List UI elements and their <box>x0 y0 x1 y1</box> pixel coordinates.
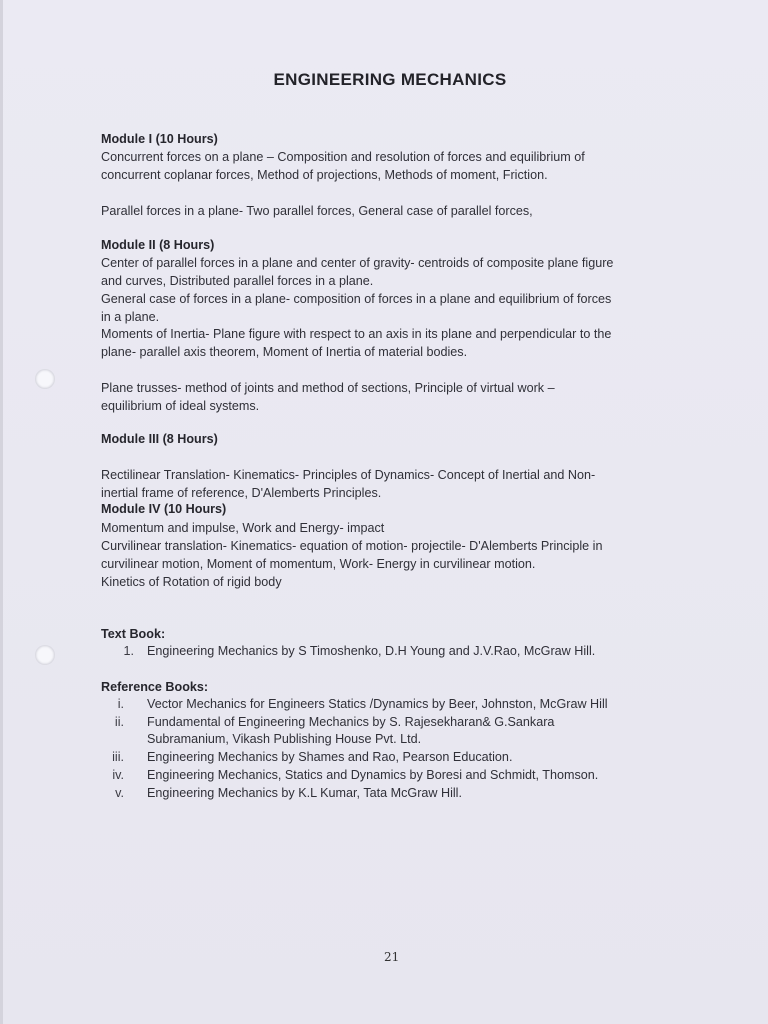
reference-item-continuation: Subramanium, Vikash Publishing House Pvt. Ltd. <box>147 732 422 746</box>
page-title: ENGINEERING MECHANICS <box>273 70 507 89</box>
reference-item: Fundamental of Engineering Mechanics by S. Rajesekharan& G.Sankara <box>147 715 555 729</box>
punch-hole-top <box>35 369 55 389</box>
module-1-line-2: concurrent coplanar forces, Method of projections, Methods of moment, Friction. <box>101 168 548 182</box>
module-2-line-6: plane- parallel axis theorem, Moment of Inertia of material bodies. <box>101 345 468 359</box>
page-number: 21 <box>384 950 400 964</box>
module-2-line-3: General case of forces in a plane- composition of forces in a plane and equilibrium of forces <box>101 292 612 306</box>
reference-item: Engineering Mechanics, Statics and Dynamics by Boresi and Schmidt, Thomson. <box>147 768 599 782</box>
module-1-line-1: Concurrent forces on a plane – Composition and resolution of forces and equilibrium of <box>101 150 585 164</box>
page-edge <box>0 0 3 1024</box>
reference-item: Engineering Mechanics by Shames and Rao, Pearson Education. <box>147 750 513 764</box>
module-2-line-5: Moments of Inertia- Plane figure with respect to an axis in its plane and perpendicular to the <box>101 327 612 341</box>
module-2-line-4: in a plane. <box>101 310 160 324</box>
module-1-heading: Module I (10 Hours) <box>101 132 218 146</box>
module-2-heading: Module II (8 Hours) <box>101 238 215 252</box>
module-4-line-2: Curvilinear translation- Kinematics- equation of motion- projectile- D'Alemberts Principle in <box>101 539 603 553</box>
module-4-line-4: Kinetics of Rotation of rigid body <box>101 575 282 589</box>
textbook-item-number: 1. <box>123 644 134 658</box>
module-1-paragraph-2: Parallel forces in a plane- Two parallel forces, General case of parallel forces, <box>101 204 533 218</box>
textbook-heading: Text Book: <box>101 627 166 641</box>
reference-item-number: iii. <box>112 750 124 764</box>
textbook-item: Engineering Mechanics by S Timoshenko, D.H Young and J.V.Rao, McGraw Hill. <box>147 644 596 658</box>
module-2-line-8: equilibrium of ideal systems. <box>101 399 260 413</box>
reference-item-number: iv. <box>112 768 124 782</box>
module-3-line-1: Rectilinear Translation- Kinematics- Principles of Dynamics- Concept of Inertial and Non- <box>101 468 596 482</box>
module-2-line-2: and curves, Distributed parallel forces in a plane. <box>101 274 374 288</box>
reference-item-number: ii. <box>114 715 124 729</box>
reference-item: Engineering Mechanics by K.L Kumar, Tata McGraw Hill. <box>147 786 462 800</box>
module-2-line-1: Center of parallel forces in a plane and center of gravity- centroids of composite plane figure <box>101 256 614 270</box>
module-3-heading: Module III (8 Hours) <box>101 432 218 446</box>
reference-item-number: v. <box>115 786 124 800</box>
punch-hole-bottom <box>35 645 55 665</box>
module-2-line-7: Plane trusses- method of joints and method of sections, Principle of virtual work – <box>101 381 555 395</box>
module-4-heading: Module IV (10 Hours) <box>101 502 227 516</box>
reference-books-heading: Reference Books: <box>101 680 209 694</box>
reference-item: Vector Mechanics for Engineers Statics /Dynamics by Beer, Johnston, McGraw Hill <box>147 697 608 711</box>
module-4-line-1: Momentum and impulse, Work and Energy- impact <box>101 521 385 535</box>
module-3-line-2: inertial frame of reference, D'Alemberts Principles. <box>101 486 382 500</box>
module-4-line-3: curvilinear motion, Moment of momentum, Work- Energy in curvilinear motion. <box>101 557 536 571</box>
reference-item-number: i. <box>117 697 124 711</box>
